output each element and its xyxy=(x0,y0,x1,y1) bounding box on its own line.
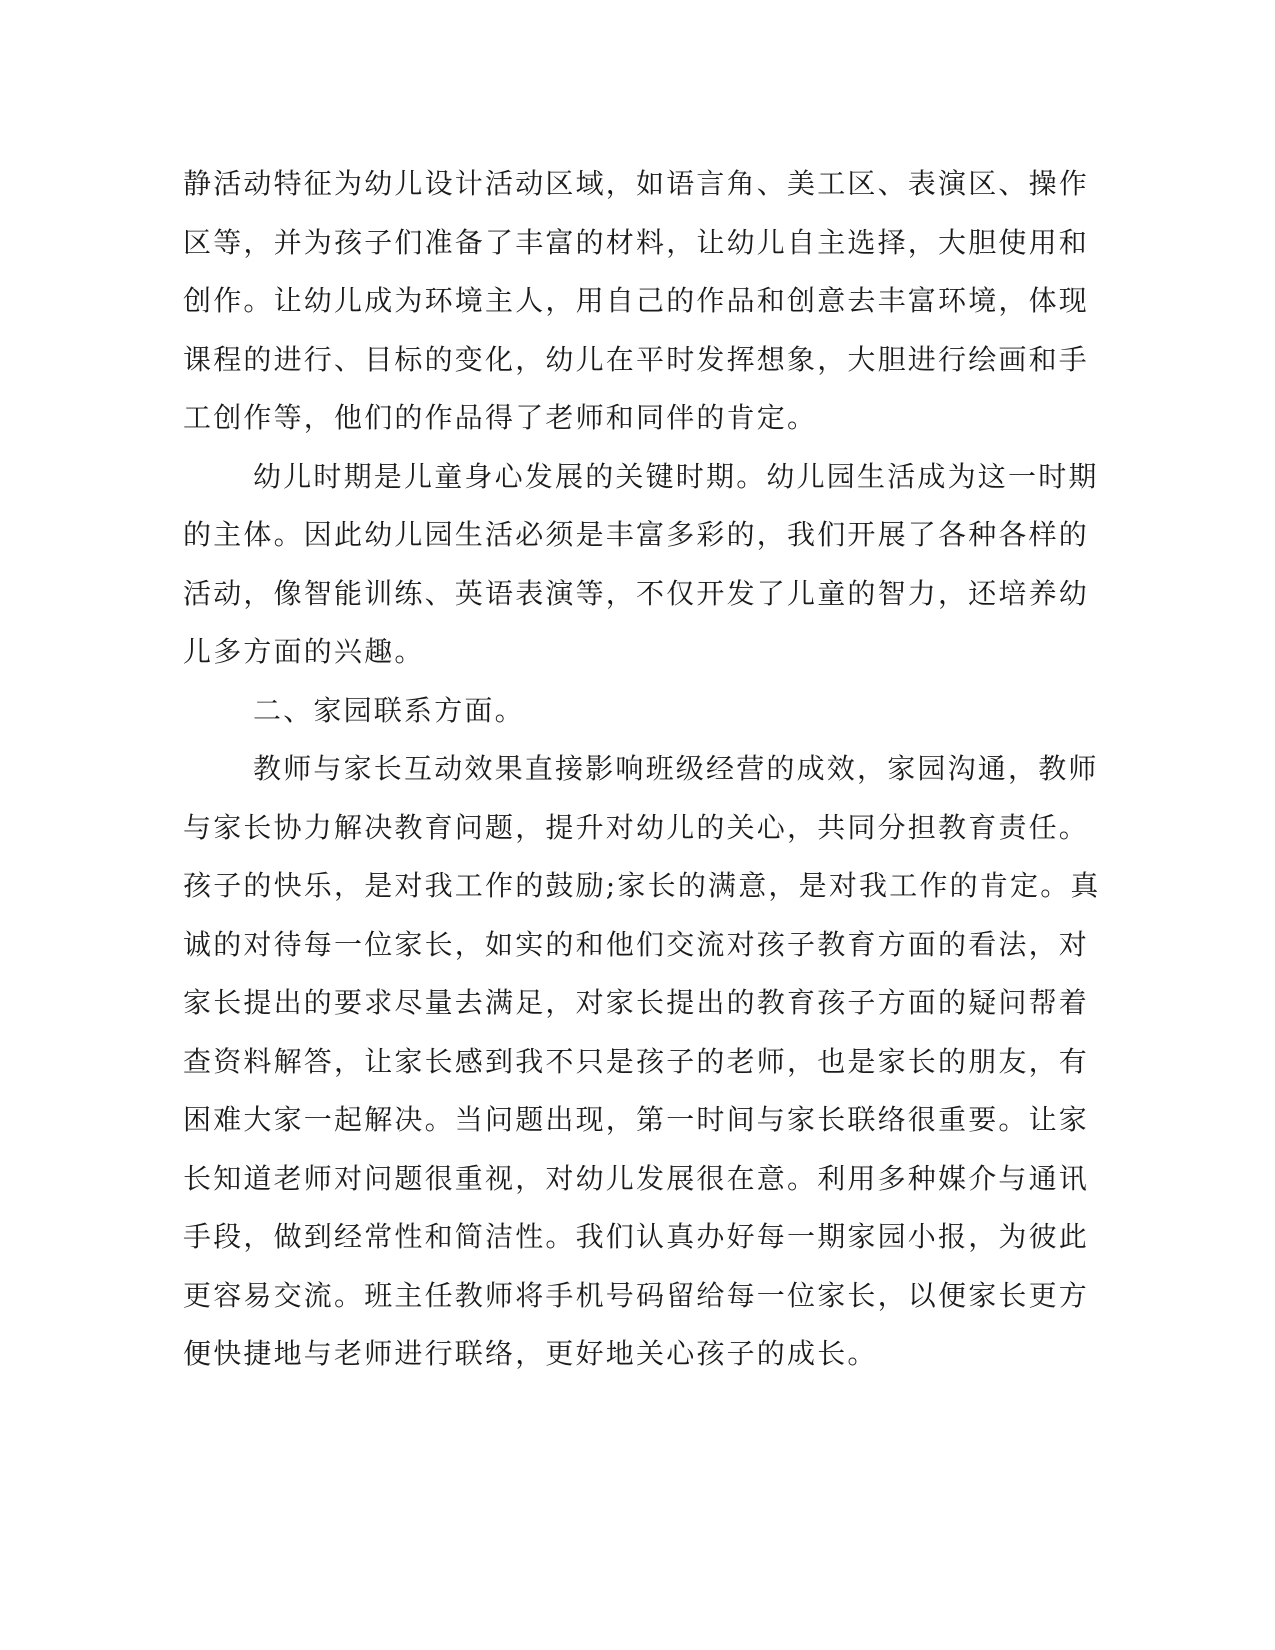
text-line: 课程的进行、目标的变化，幼儿在平时发挥想象，大胆进行绘画和手 xyxy=(183,342,1090,376)
text-line: 工创作等，他们的作品得了老师和同伴的肯定。 xyxy=(183,401,818,434)
paragraph-3 xyxy=(183,740,1101,1384)
text-line: 创作。让幼儿成为环境主人，用自己的作品和创意去丰富环境，体现 xyxy=(183,284,1090,317)
text-line: 诚的对待每一位家长，如实的和他们交流对孩子教育方面的看法，对 xyxy=(183,927,1090,961)
text-line: 困难大家一起解决。当问题出现，第一时间与家长联络很重要。让家 xyxy=(183,1103,1090,1136)
text-line: 静活动特征为幼儿设计活动区域，如语言角、美工区、表演区、操作 xyxy=(183,167,1090,200)
text-line: 活动，像智能训练、英语表演等，不仅开发了儿童的智力，还培养幼 xyxy=(183,576,1090,610)
section-heading xyxy=(183,682,1033,741)
text-line: 更容易交流。班主任教师将手机号码留给每一位家长，以便家长更方 xyxy=(183,1278,1090,1312)
text-line: 儿多方面的兴趣。 xyxy=(183,635,425,668)
text-line: 家长提出的要求尽量去满足，对家长提出的教育孩子方面的疑问帮着 xyxy=(183,986,1090,1019)
text-line: 查资料解答，让家长感到我不只是孩子的老师，也是家长的朋友，有 xyxy=(183,1044,1090,1078)
text-line: 幼儿时期是儿童身心发展的关键时期。幼儿园生活成为这一时期 xyxy=(253,459,1099,493)
paragraph-1 xyxy=(183,155,1090,448)
document-body xyxy=(183,155,1101,1384)
text-line: 与家长协力解决教育问题，提升对幼儿的关心，共同分担教育责任。 xyxy=(183,810,1090,844)
text-line: 便快捷地与老师进行联络，更好地关心孩子的成长。 xyxy=(183,1337,878,1370)
text-line: 教师与家长互动效果直接影响班级经营的成效，家园沟通，教师 xyxy=(253,752,1099,785)
text-line: 长知道老师对问题很重视，对幼儿发展很在意。利用多种媒介与通讯 xyxy=(183,1161,1090,1195)
text-line: 孩子的快乐，是对我工作的鼓励;家长的满意，是对我工作的肯定。真 xyxy=(183,869,1101,902)
heading-text: 二、家园联系方面。 xyxy=(253,693,525,727)
text-line: 区等，并为孩子们准备了丰富的材料，让幼儿自主选择，大胆使用和 xyxy=(183,225,1090,259)
paragraph-2 xyxy=(183,448,1099,682)
text-line: 手段，做到经常性和简洁性。我们认真办好每一期家园小报，为彼此 xyxy=(183,1220,1090,1253)
text-line: 的主体。因此幼儿园生活必须是丰富多彩的，我们开展了各种各样的 xyxy=(183,518,1090,551)
